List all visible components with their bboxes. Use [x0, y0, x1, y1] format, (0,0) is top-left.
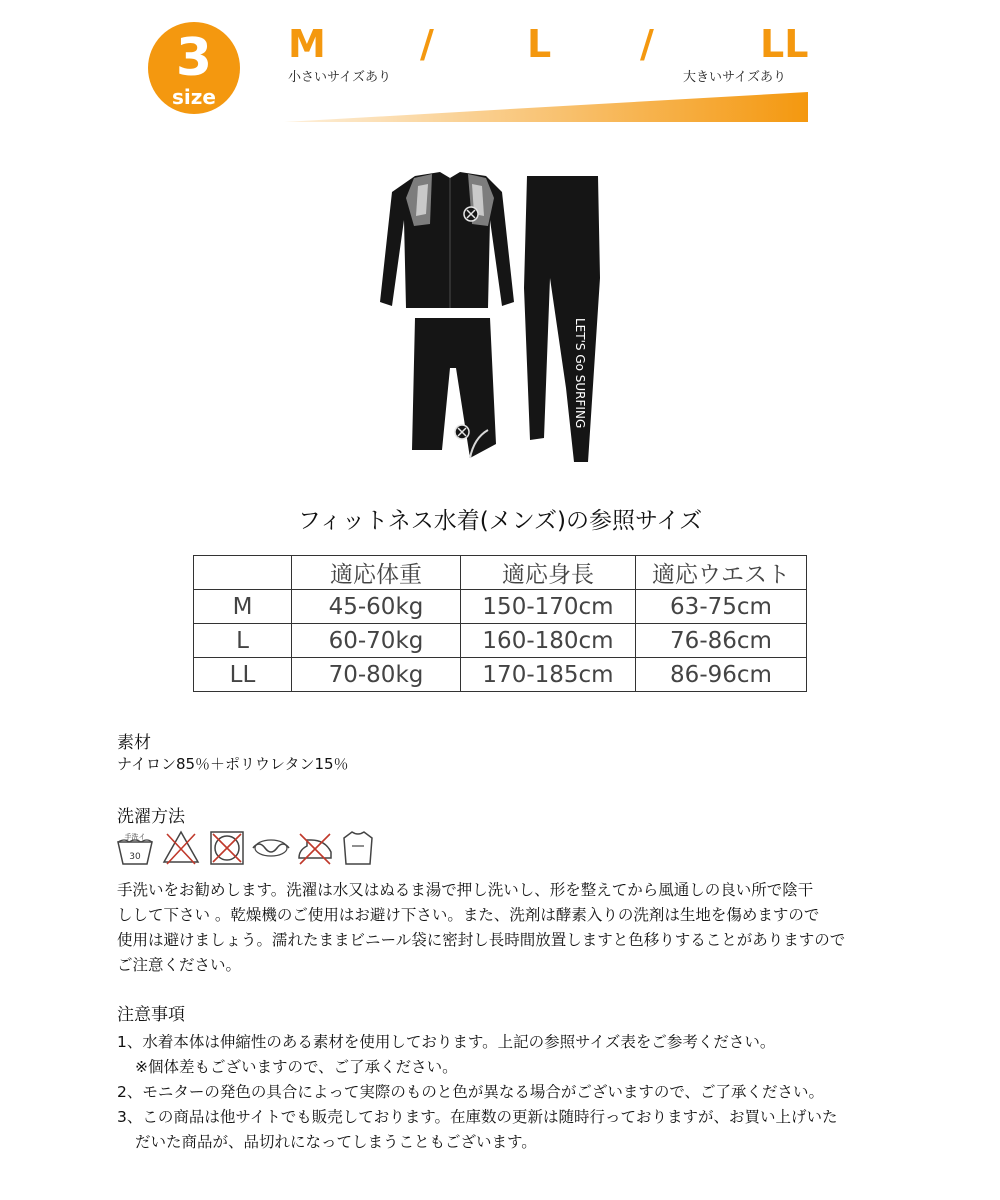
size-m-label: M — [288, 22, 326, 66]
washing-line: ご注意ください。 — [117, 956, 242, 974]
size-l-label: L — [527, 22, 552, 66]
table-cell: M — [194, 590, 292, 624]
table-header-cell — [194, 556, 292, 590]
table-cell: L — [194, 624, 292, 658]
material-text: ナイロン85％＋ポリウレタン15％ — [117, 755, 349, 773]
no-iron-icon — [295, 828, 335, 868]
size-table-title: フィットネス水着(メンズ)の参照サイズ — [297, 508, 703, 534]
no-tumble-dry-icon — [207, 828, 247, 868]
note-line: だいた商品が、品切れになってしまうこともございます。 — [135, 1133, 537, 1151]
material-title: 素材 — [117, 733, 151, 753]
rash-guard-jacket — [380, 172, 514, 308]
table-cell: 150-170cm — [461, 590, 636, 624]
table-cell: 160-180cm — [461, 624, 636, 658]
washing-instructions — [117, 878, 917, 978]
table-header-row — [194, 556, 807, 590]
size-gradient-wedge — [284, 88, 810, 126]
size-ll-label: LL — [760, 22, 809, 66]
washing-title: 洗濯方法 — [117, 807, 185, 827]
table-header-cell: 適応ウエスト — [636, 556, 807, 590]
table-cell: 86-96cm — [636, 658, 807, 692]
hand-wash-label: 手洗イ — [124, 833, 146, 841]
small-size-note: 小さいサイズあり — [288, 70, 391, 85]
table-header-cell: 適応身長 — [461, 556, 636, 590]
table-row — [194, 624, 807, 658]
badge-word: size — [172, 85, 216, 109]
table-header-cell: 適応体重 — [292, 556, 461, 590]
notes-title: 注意事項 — [117, 1005, 185, 1025]
table-row — [194, 658, 807, 692]
size-table — [193, 555, 807, 692]
table-row — [194, 590, 807, 624]
large-size-note: 大きいサイズあり — [683, 70, 786, 85]
note-line: 3、この商品は他サイトでも販売しております。在庫数の更新は随時行っておりますが、お買い上げいた — [117, 1108, 838, 1126]
note-line: 2、モニターの発色の具合によって実際のものと色が異なる場合がございますので、ご了承ください。 — [117, 1083, 825, 1101]
note-line: ※個体差もございますので、ご了承ください。 — [135, 1058, 458, 1076]
no-bleach-icon — [161, 828, 201, 868]
flat-dry-icon — [338, 828, 378, 868]
table-cell: 63-75cm — [636, 590, 807, 624]
table-cell: 170-185cm — [461, 658, 636, 692]
note-line: 1、水着本体は伸縮性のある素材を使用しております。上記の参照サイズ表をご参考ください。 — [117, 1033, 776, 1051]
hand-wash-temp: 30 — [129, 852, 141, 862]
board-shorts — [412, 318, 496, 458]
washing-line: 使用は避けましょう。濡れたままビニール袋に密封し長時間放置しますと色移りすることがありますので — [117, 931, 846, 949]
table-cell: 60-70kg — [292, 624, 461, 658]
table-cell: 45-60kg — [292, 590, 461, 624]
size-separator: / — [420, 22, 434, 66]
washing-line: 手洗いをお勧めします。洗濯は水又はぬるま湯で押し洗いし、形を整えてから風通しの良い所で陰干 — [117, 881, 814, 899]
notes-list — [117, 1030, 937, 1155]
washing-line: しして下さい 。乾燥機のご使用はお避け下さい。また、洗剤は酵素入りの洗剤は生地を傷めますので — [117, 906, 820, 924]
no-wring-icon — [251, 828, 291, 868]
hand-wash-icon — [115, 828, 155, 868]
table-cell: 76-86cm — [636, 624, 807, 658]
table-cell: 70-80kg — [292, 658, 461, 692]
table-cell: LL — [194, 658, 292, 692]
leggings-print-text: LET'S Go SURFING — [573, 318, 587, 429]
badge-number: 3 — [175, 28, 213, 88]
size-count-badge — [148, 22, 240, 114]
product-image — [370, 168, 620, 468]
size-separator: / — [640, 22, 654, 66]
long-leggings — [524, 176, 600, 462]
